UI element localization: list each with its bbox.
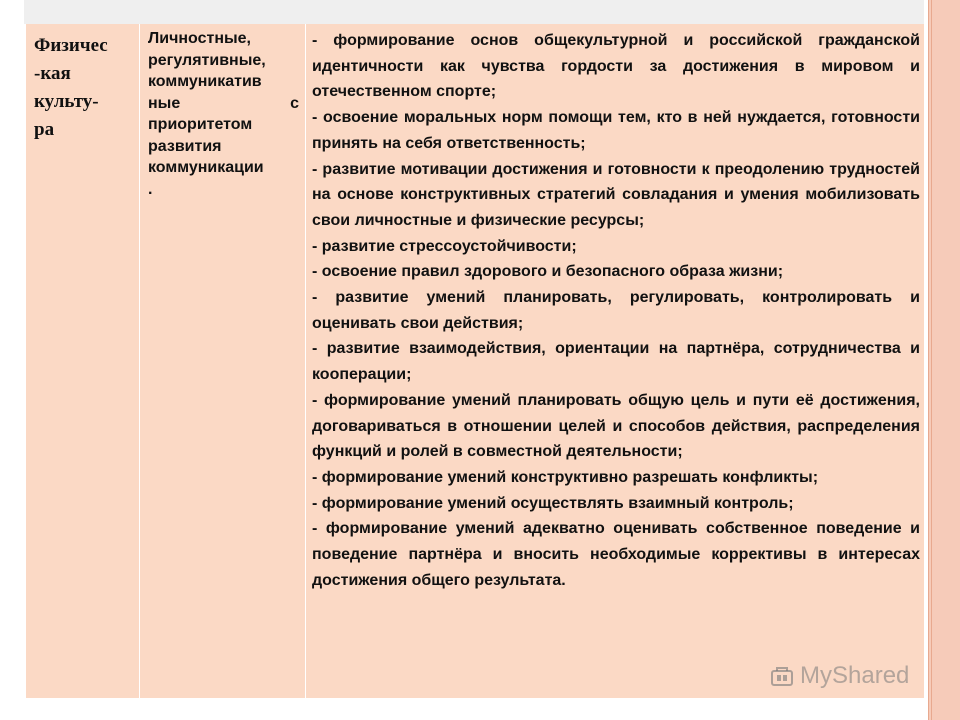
subject-line: -кая [34, 63, 71, 84]
content-table [26, 24, 924, 698]
results-line: коммуникации [148, 159, 264, 176]
subject-line: ра [34, 119, 55, 140]
results-line: регулятивные, [148, 51, 266, 69]
description-item: - формирование умений адекватно оценивать собственное поведение и поведение партнёра и вносить необходимые коррективы в интересах достижения общего результата. [312, 520, 920, 589]
watermark [770, 662, 909, 690]
description-item: - формирование умений осуществлять взаимный контроль; [312, 494, 794, 512]
results-line: . [148, 180, 153, 198]
results-line: коммуникатив [148, 73, 262, 90]
description-cell [306, 24, 924, 698]
subject-line: Физичес [34, 35, 108, 56]
results-line [148, 93, 299, 115]
description-item: - развитие стрессоустойчивости; [312, 237, 577, 255]
description-item: - формирование умений конструктивно разрешать конфликты; [312, 468, 819, 486]
results-line: развития [148, 137, 222, 155]
description-item: - формирование умений планировать общую цель и пути её достижения, договариваться в отношении целей и способов действия, распределения функций и ролей в совместной деятельности; [312, 391, 920, 461]
description-item: - развитие мотивации достижения и готовности к преодолению трудностей на основе конструктивных стратегий совладания и умения мобилизовать свои личностные и физические ресурсы; [312, 160, 920, 229]
description-item: - развитие умений планировать, регулировать, контролировать и оценивать свои действия; [312, 289, 920, 332]
results-word: с [290, 94, 299, 112]
decorative-stripe [928, 0, 960, 720]
description-item: - освоение правил здорового и безопасного образа жизни; [312, 263, 784, 281]
watermark-text: MyShared [800, 662, 910, 689]
top-bar [24, 0, 924, 24]
results-word: ные [148, 94, 181, 112]
subject-cell [26, 24, 140, 698]
description-item: - формирование основ общекультурной и российской гражданской идентичности как чувства гордости за достижения в мировом и отечественном спорте; [312, 32, 920, 101]
results-line: Личностные, [148, 30, 251, 47]
description-item: - развитие взаимодействия, ориентации на партнёра, сотрудничества и кооперации; [312, 340, 920, 384]
results-line: приоритетом [148, 116, 253, 133]
results-type-cell [140, 24, 306, 698]
watermark-logo-icon [770, 665, 796, 687]
subject-line: культу- [34, 91, 99, 112]
description-item: - освоение моральных норм помощи тем, кто в ней нуждается, готовности принять на себя ответственность; [312, 109, 920, 152]
